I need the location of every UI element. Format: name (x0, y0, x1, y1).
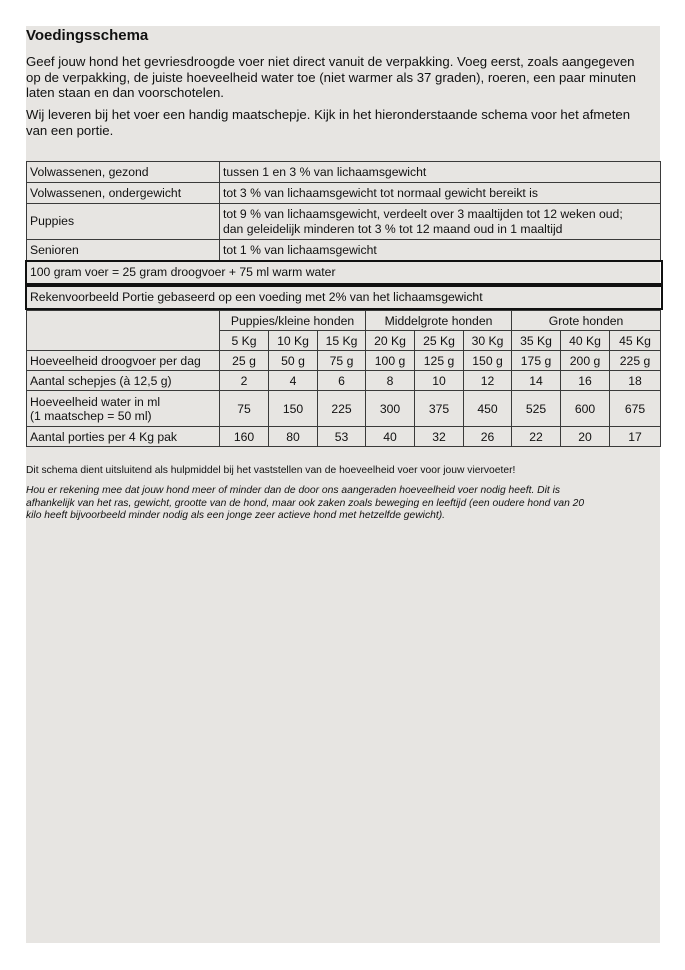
category-description: tussen 1 en 3 % van lichaamsgewicht (220, 162, 661, 183)
value-cell: 50 g (269, 351, 318, 371)
category-description: tot 3 % van lichaamsgewicht tot normaal gewicht bereikt is (220, 183, 661, 204)
row-label (27, 391, 220, 427)
value-cell: 53 (318, 427, 366, 447)
table-row (27, 351, 661, 371)
category-label: Puppies (27, 204, 220, 240)
intro-paragraph-preparation: Geef jouw hond het gevriesdroogde voer niet direct vanuit de verpakking. Voeg eerst, zoals aangegeven op de verpakking, de juiste hoeveelheid water toe (niet warmer als 37 graden), roeren, een paar minuten laten staan en dan voorschotelen. (26, 54, 636, 100)
value-cell: 225 (318, 391, 366, 427)
row-label-line: Hoeveelheid water in ml (30, 394, 161, 409)
weight-header: 35 Kg (512, 331, 561, 351)
value-cell: 6 (318, 371, 366, 391)
value-cell: 80 (269, 427, 318, 447)
category-label: Volwassenen, gezond (27, 162, 220, 183)
table-row (27, 371, 661, 391)
group-header-row (27, 311, 661, 331)
value-cell: 300 (366, 391, 415, 427)
value-cell: 175 g (512, 351, 561, 371)
value-cell: 12 (464, 371, 512, 391)
row-label-line: Aantal schepjes (à 12,5 g) (30, 373, 172, 388)
row-label (27, 351, 220, 371)
value-cell: 150 (269, 391, 318, 427)
portion-table (26, 310, 661, 447)
value-cell: 14 (512, 371, 561, 391)
category-row (27, 162, 661, 183)
value-cell: 600 (561, 391, 610, 427)
value-cell: 40 (366, 427, 415, 447)
row-label-line: Hoeveelheid droogvoer per dag (30, 353, 201, 368)
category-row (27, 240, 661, 261)
weight-header: 45 Kg (610, 331, 661, 351)
row-label (27, 427, 220, 447)
value-cell: 2 (220, 371, 269, 391)
category-row (27, 204, 661, 240)
disclaimer-note: Dit schema dient uitsluitend als hulpmiddel bij het vaststellen van de hoeveelheid voer voor jouw viervoeter! (26, 465, 516, 476)
value-cell: 525 (512, 391, 561, 427)
weight-header: 25 Kg (415, 331, 464, 351)
table-row (27, 391, 661, 427)
value-cell: 125 g (415, 351, 464, 371)
value-cell: 10 (415, 371, 464, 391)
value-cell: 160 (220, 427, 269, 447)
value-cell: 225 g (610, 351, 661, 371)
value-cell: 675 (610, 391, 661, 427)
value-cell: 4 (269, 371, 318, 391)
value-cell: 75 g (318, 351, 366, 371)
value-cell: 32 (415, 427, 464, 447)
weight-header: 15 Kg (318, 331, 366, 351)
category-description: tot 1 % van lichaamsgewicht (220, 240, 661, 261)
weight-header: 40 Kg (561, 331, 610, 351)
page-title: Voedingsschema (26, 27, 149, 44)
category-label: Senioren (27, 240, 220, 261)
value-cell: 375 (415, 391, 464, 427)
category-description-line: dan geleidelijk minderen tot 3 % tot 12 maand oud in 1 maaltijd (223, 221, 563, 236)
weight-header: 5 Kg (220, 331, 269, 351)
value-cell: 18 (610, 371, 661, 391)
value-cell: 100 g (366, 351, 415, 371)
category-row (27, 183, 661, 204)
table-row (27, 427, 661, 447)
empty-header-cell (27, 311, 220, 351)
intro-paragraph-scoop: Wij leveren bij het voer een handig maatschepje. Kijk in het hieronderstaande schema voor het afmeten van een portie. (26, 107, 631, 138)
category-description (220, 204, 661, 240)
value-cell: 22 (512, 427, 561, 447)
value-cell: 16 (561, 371, 610, 391)
weight-header: 20 Kg (366, 331, 415, 351)
weight-header: 30 Kg (464, 331, 512, 351)
value-cell: 200 g (561, 351, 610, 371)
document-page (26, 26, 660, 943)
value-cell: 150 g (464, 351, 512, 371)
group-header: Puppies/kleine honden (220, 311, 366, 331)
group-header: Middelgrote honden (366, 311, 512, 331)
example-box: Rekenvoorbeeld Portie gebaseerd op een voeding met 2% van het lichaamsgewicht (25, 285, 663, 310)
row-label-line: Aantal porties per 4 Kg pak (30, 429, 178, 444)
category-description-line: tot 9 % van lichaamsgewicht, verdeelt over 3 maaltijden tot 12 weken oud; (223, 206, 623, 221)
value-cell: 17 (610, 427, 661, 447)
category-table (26, 161, 661, 261)
row-label-line: (1 maatschep = 50 ml) (30, 408, 152, 423)
row-label (27, 371, 220, 391)
value-cell: 25 g (220, 351, 269, 371)
weight-header: 10 Kg (269, 331, 318, 351)
group-header: Grote honden (512, 311, 661, 331)
italic-note: Hou er rekening mee dat jouw hond meer of minder dan de door ons aangeraden hoeveelheid voer nodig heeft. Dit is afhankelijk van het ras, gewicht, grootte van de hond, maar ook zaken zoals beweging en leeftijd (een oudere hond van 20 kilo heeft bijvoorbeeld minder nodig als een jonge zeer actieve hond met hetzelfde gewicht). (26, 485, 585, 522)
portion-rows (27, 351, 661, 447)
value-cell: 450 (464, 391, 512, 427)
value-cell: 20 (561, 427, 610, 447)
value-cell: 75 (220, 391, 269, 427)
value-cell: 26 (464, 427, 512, 447)
category-label: Volwassenen, ondergewicht (27, 183, 220, 204)
value-cell: 8 (366, 371, 415, 391)
ratio-box: 100 gram voer = 25 gram droogvoer + 75 ml warm water (25, 260, 663, 285)
